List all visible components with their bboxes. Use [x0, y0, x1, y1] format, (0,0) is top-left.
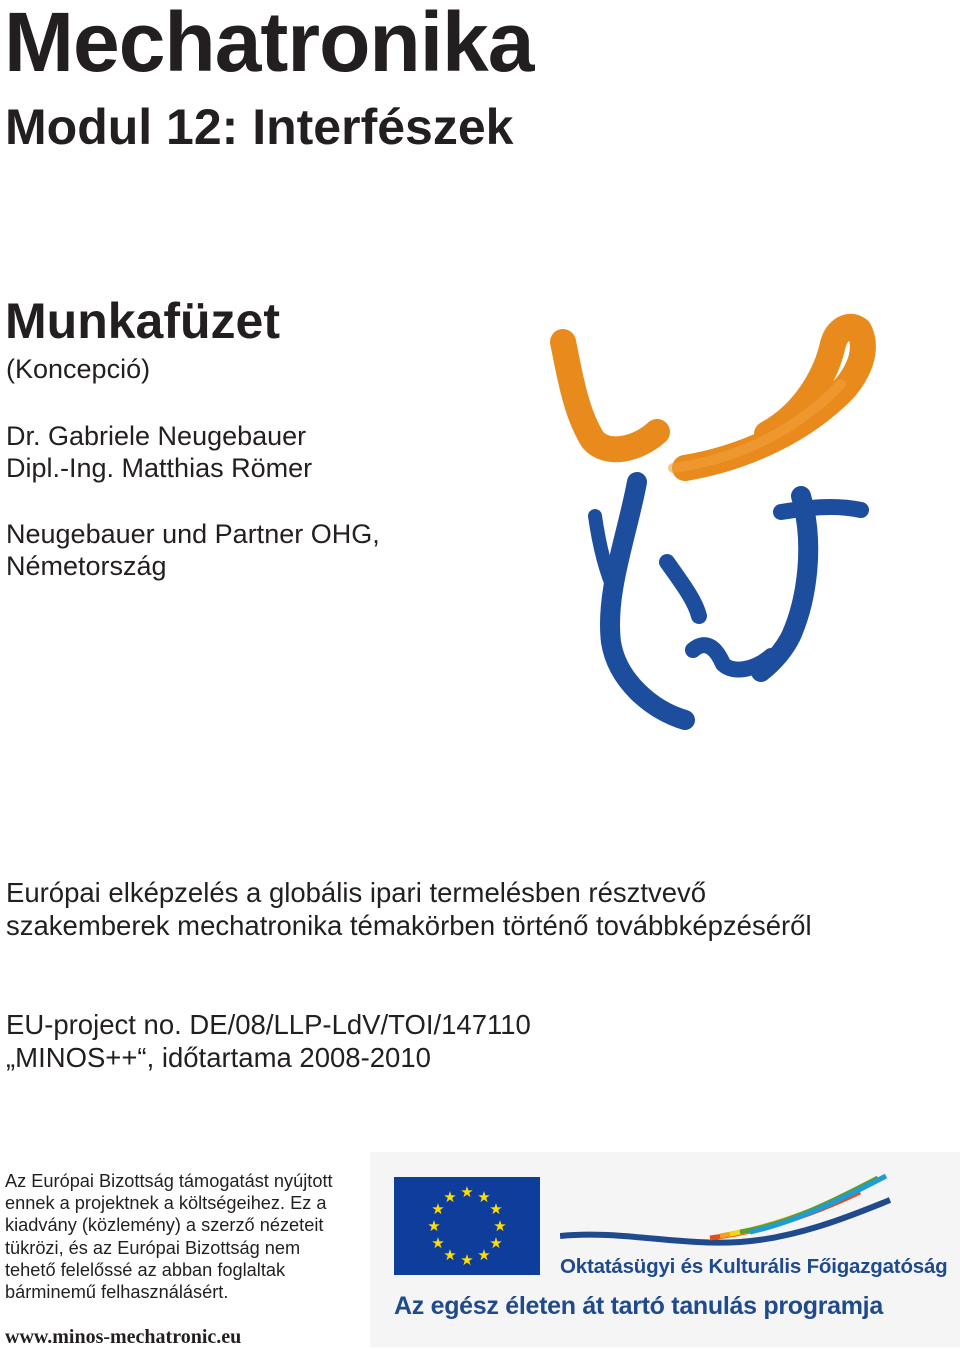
organization-country: Németország: [6, 551, 167, 581]
document-title: Mechatronika: [4, 0, 534, 89]
minos-face-logo-icon: [545, 300, 895, 740]
svg-text:★: ★: [477, 1246, 491, 1264]
module-subtitle: Modul 12: Interfészek: [5, 99, 514, 155]
svg-text:★: ★: [489, 1200, 503, 1218]
svg-text:★: ★: [493, 1217, 507, 1235]
eu-flag-icon: [394, 1177, 540, 1275]
disclaimer-line: bárminemű felhasználásért.: [5, 1282, 229, 1303]
svg-text:★: ★: [443, 1246, 457, 1264]
author-1: Dr. Gabriele Neugebauer: [6, 421, 307, 451]
website-link[interactable]: www.minos-mechatronic.eu: [5, 1326, 242, 1348]
svg-text:★: ★: [443, 1188, 457, 1206]
svg-text:★: ★: [460, 1183, 474, 1201]
workbook-note: (Koncepció): [6, 354, 151, 384]
svg-text:★: ★: [477, 1188, 491, 1206]
eu-llp-banner: [370, 1152, 960, 1347]
organization-name: Neugebauer und Partner OHG,: [6, 519, 380, 549]
svg-text:★: ★: [427, 1217, 441, 1235]
disclaimer-line: tükrözi, és az Európai Bizottság nem: [5, 1237, 301, 1258]
eacea-logo-text: Oktatásügyi és Kulturális Főigazgatóság: [560, 1255, 948, 1278]
description-line-1: Európai elképzelés a globális ipari termelésben résztvevő: [6, 877, 707, 908]
svg-text:★: ★: [431, 1234, 445, 1252]
disclaimer-line: tehető felelőssé az abban foglaltak: [5, 1259, 286, 1280]
description-line-2: szakemberek mechatronika témakörben történő továbbképzéséről: [6, 910, 812, 941]
project-number: EU-project no. DE/08/LLP-LdV/TOI/147110: [6, 1009, 531, 1040]
svg-text:★: ★: [460, 1251, 474, 1269]
workbook-heading: Munkafüzet: [5, 293, 280, 349]
disclaimer-line: Az Európai Bizottság támogatást nyújtott: [5, 1171, 333, 1191]
funding-disclaimer: [5, 1170, 370, 1303]
svg-text:★: ★: [489, 1234, 503, 1252]
project-duration: „MINOS++“, időtartama 2008-2010: [6, 1042, 431, 1073]
svg-text:★: ★: [431, 1200, 445, 1218]
disclaimer-line: ennek a projektnek a költségeihez. Ez a: [5, 1193, 327, 1214]
llp-logo-text: Az egész életen át tartó tanulás programja: [394, 1292, 883, 1320]
disclaimer-line: kiadvány (közlemény) a szerző nézeteit: [5, 1215, 324, 1236]
author-2: Dipl.-Ing. Matthias Römer: [6, 453, 313, 483]
